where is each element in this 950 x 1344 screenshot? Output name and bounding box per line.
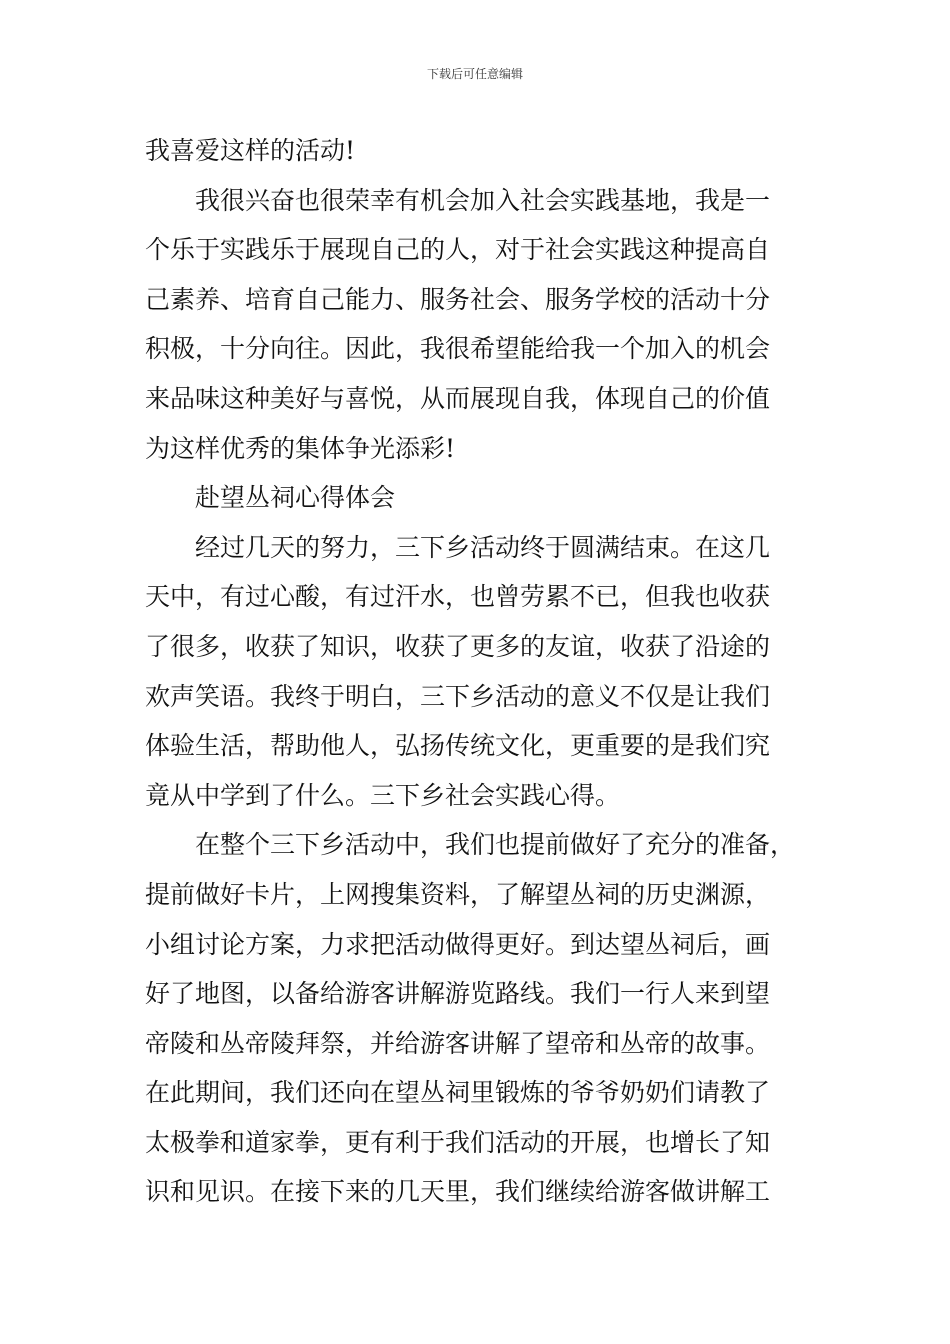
text-line: 好了地图，以备给游客讲解游览路线。我们一行人来到望: [145, 979, 771, 1009]
text-line: 提前做好卡片，上网搜集资料，了解望丛祠的历史渊源，: [145, 879, 771, 909]
text-line: 太极拳和道家拳，更有利于我们活动的开展，也增长了知: [145, 1127, 771, 1157]
text-line: 识和见识。在接下来的几天里，我们继续给游客做讲解工: [145, 1177, 771, 1207]
text-line: 体验生活，帮助他人，弘扬传统文化，更重要的是我们究: [145, 731, 771, 761]
text-line: 己素养、培育自己能力、服务社会、服务学校的活动十分: [145, 284, 771, 314]
section-heading: 赴望丛祠心得体会: [195, 483, 396, 513]
text-line: 积极，十分向往。因此，我很希望能给我一个加入的机会: [145, 334, 771, 364]
text-line: 竟从中学到了什么。三下乡社会实践心得。: [145, 780, 621, 810]
text-line: 天中，有过心酸，有过汗水，也曾劳累不已，但我也收获: [145, 582, 771, 612]
text-line: 在整个三下乡活动中，我们也提前做好了充分的准备，: [195, 830, 796, 860]
text-line: 个乐于实践乐于展现自己的人，对于社会实践这种提高自: [145, 235, 771, 265]
text-line: 欢声笑语。我终于明白，三下乡活动的意义不仅是让我们: [145, 681, 771, 711]
page-header: 下载后可任意编辑: [426, 67, 523, 81]
text-line: 经过几天的努力，三下乡活动终于圆满结束。在这几: [195, 532, 771, 562]
text-line: 在此期间，我们还向在望丛祠里锻炼的爷爷奶奶们请教了: [145, 1078, 771, 1108]
text-line: 我很兴奋也很荣幸有机会加入社会实践基地，我是一: [195, 185, 771, 215]
document-body: [145, 126, 825, 1217]
text-line: 帝陵和丛帝陵拜祭，并给游客讲解了望帝和丛帝的故事。: [145, 1028, 771, 1058]
text-line: 小组讨论方案，力求把活动做得更好。到达望丛祠后，画: [145, 929, 771, 959]
text-line: 为这样优秀的集体争光添彩!: [145, 433, 456, 463]
text-line: 我喜爱这样的活动!: [145, 136, 356, 165]
text-line: 来品味这种美好与喜悦，从而展现自我，体现自己的价值: [145, 383, 771, 413]
text-line: 了很多，收获了知识，收获了更多的友谊，收获了沿途的: [145, 631, 771, 661]
